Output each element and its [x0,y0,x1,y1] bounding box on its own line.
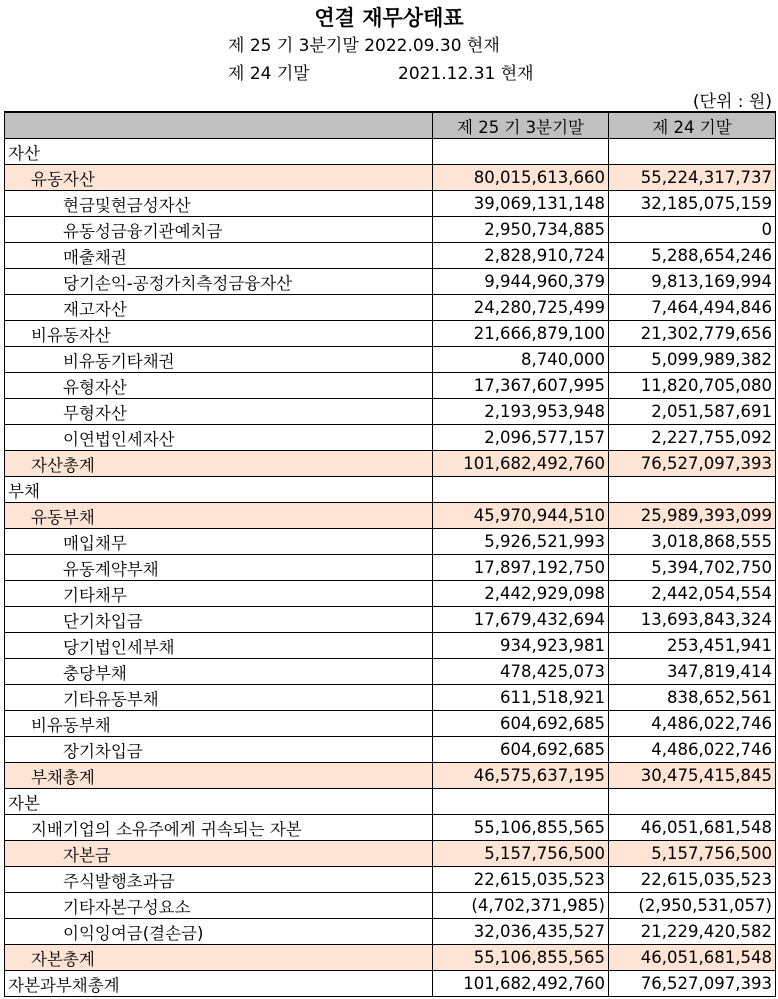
current-period-value: (4,702,371,985) [433,893,609,919]
table-row [5,711,776,737]
current-period-value [433,789,609,815]
table-row [5,555,776,581]
prior-period-value: 0 [609,217,776,243]
statement-title: 연결 재무상태표 [314,6,464,30]
prior-period-value: 2,227,755,092 [609,425,776,451]
table-row [5,633,776,659]
table-row [5,685,776,711]
current-period-value: 46,575,637,195 [433,763,609,789]
current-period [228,31,500,56]
prior-period-value: 11,820,705,080 [609,373,776,399]
period2-date: 2021.12.31 현재 [398,64,534,84]
row-label: 장기차입금 [5,737,433,763]
current-period-value: 80,015,613,660 [433,165,609,191]
prior-period-value: 347,819,414 [609,659,776,685]
row-label: 당기손익-공정가치측정금융자산 [5,269,433,295]
balance-sheet-table [4,111,776,997]
row-label: 유동계약부채 [5,555,433,581]
table-row [5,503,776,529]
prior-period-value [609,139,776,165]
current-period-value: 478,425,073 [433,659,609,685]
row-label: 비유동자산 [5,321,433,347]
row-label: 부채총계 [5,763,433,789]
prior-period-value: 4,486,022,746 [609,711,776,737]
current-period-value: 45,970,944,510 [433,503,609,529]
table-row [5,243,776,269]
prior-period-value: 4,486,022,746 [609,737,776,763]
prior-period-value [609,789,776,815]
prior-period-value: 5,394,702,750 [609,555,776,581]
period1-date: 2022.09.30 현재 [364,36,500,56]
prior-period-value: 5,099,989,382 [609,347,776,373]
current-period-value: 22,615,035,523 [433,867,609,893]
current-period-value [433,477,609,503]
prior-period-value: 3,018,868,555 [609,529,776,555]
row-label: 충당부채 [5,659,433,685]
current-period-value: 17,897,192,750 [433,555,609,581]
header-row [5,112,776,139]
prior-period-value: 46,051,681,548 [609,815,776,841]
prior-period-value: 55,224,317,737 [609,165,776,191]
prior-period-value: 21,229,420,582 [609,919,776,945]
prior-period-value: 13,693,843,324 [609,607,776,633]
period1-label: 제 25 기 3분기말 [228,36,359,56]
current-period-value: 5,157,756,500 [433,841,609,867]
table-row [5,191,776,217]
table-row [5,139,776,165]
current-period-value: 2,442,929,098 [433,581,609,607]
row-label: 유동부채 [5,503,433,529]
row-label: 매입채무 [5,529,433,555]
row-label: 당기법인세부채 [5,633,433,659]
prior-period-value: 46,051,681,548 [609,945,776,971]
table-row [5,347,776,373]
prior-period-value: 25,989,393,099 [609,503,776,529]
row-label: 비유동부채 [5,711,433,737]
current-period-value: 934,923,981 [433,633,609,659]
current-period-value [433,139,609,165]
table-row [5,425,776,451]
current-period-value: 8,740,000 [433,347,609,373]
current-period-value: 5,926,521,993 [433,529,609,555]
row-label: 주식발행초과금 [5,867,433,893]
current-period-value: 2,828,910,724 [433,243,609,269]
prior-period-value: (2,950,531,057) [609,893,776,919]
row-label: 유동자산 [5,165,433,191]
prior-period-value: 2,051,587,691 [609,399,776,425]
row-label: 이익잉여금(결손금) [5,919,433,945]
prior-period-value: 76,527,097,393 [609,451,776,477]
row-label: 자본 [5,789,433,815]
current-period-value: 2,193,953,948 [433,399,609,425]
row-label: 부채 [5,477,433,503]
current-period-value: 17,367,607,995 [433,373,609,399]
table-row [5,841,776,867]
prior-period-value: 838,652,561 [609,685,776,711]
header-item [5,112,433,139]
row-label: 매출채권 [5,243,433,269]
prior-period-value [609,477,776,503]
row-label: 기타채무 [5,581,433,607]
table-row [5,373,776,399]
prior-period-value: 5,157,756,500 [609,841,776,867]
row-label: 자본총계 [5,945,433,971]
table-row [5,217,776,243]
row-label: 기타유동부채 [5,685,433,711]
header-prior-period: 제 24 기말 [609,112,776,139]
current-period-value: 611,518,921 [433,685,609,711]
table-row [5,477,776,503]
current-period-value: 39,069,131,148 [433,191,609,217]
row-label: 지배기업의 소유주에게 귀속되는 자본 [5,815,433,841]
row-label: 기타자본구성요소 [5,893,433,919]
current-period-value: 9,944,960,379 [433,269,609,295]
table-row [5,295,776,321]
table-row [5,867,776,893]
current-period-value: 604,692,685 [433,711,609,737]
table-row [5,529,776,555]
prior-period-value: 5,288,654,246 [609,243,776,269]
current-period-value: 604,692,685 [433,737,609,763]
table-row [5,763,776,789]
row-label: 무형자산 [5,399,433,425]
table-row [5,269,776,295]
header-current-period: 제 25 기 3분기말 [433,112,609,139]
current-period-value: 32,036,435,527 [433,919,609,945]
row-label: 자본과부채총계 [5,971,433,997]
current-period-value: 21,666,879,100 [433,321,609,347]
row-label: 자산 [5,139,433,165]
table-row [5,165,776,191]
row-label: 자본금 [5,841,433,867]
table-row [5,607,776,633]
row-label: 이연법인세자산 [5,425,433,451]
current-period-value: 55,106,855,565 [433,945,609,971]
current-period-value: 55,106,855,565 [433,815,609,841]
row-label: 단기차입금 [5,607,433,633]
prior-period-value: 2,442,054,554 [609,581,776,607]
current-period-value: 2,096,577,157 [433,425,609,451]
prior-period-value: 21,302,779,656 [609,321,776,347]
prior-period-value: 9,813,169,994 [609,269,776,295]
table-row [5,581,776,607]
prior-period-value: 76,527,097,393 [609,971,776,997]
unit-label: (단위 : 원) [692,92,772,112]
table-row [5,451,776,477]
prior-period-value: 253,451,941 [609,633,776,659]
current-period-value: 101,682,492,760 [433,971,609,997]
table-row [5,893,776,919]
table-body [5,139,776,997]
prior-period-value: 30,475,415,845 [609,763,776,789]
row-label: 유동성금융기관예치금 [5,217,433,243]
table-row [5,399,776,425]
prior-period [228,59,534,84]
current-period-value: 2,950,734,885 [433,217,609,243]
row-label: 비유동기타채권 [5,347,433,373]
table-row [5,659,776,685]
current-period-value: 24,280,725,499 [433,295,609,321]
table-row [5,945,776,971]
table-row [5,321,776,347]
table-row [5,789,776,815]
current-period-value: 101,682,492,760 [433,451,609,477]
table-row [5,919,776,945]
prior-period-value: 22,615,035,523 [609,867,776,893]
table-row [5,815,776,841]
row-label: 자산총계 [5,451,433,477]
row-label: 재고자산 [5,295,433,321]
row-label: 현금및현금성자산 [5,191,433,217]
table-row [5,737,776,763]
table-row [5,971,776,997]
prior-period-value: 7,464,494,846 [609,295,776,321]
current-period-value: 17,679,432,694 [433,607,609,633]
prior-period-value: 32,185,075,159 [609,191,776,217]
period2-label: 제 24 기말 [228,64,310,84]
row-label: 유형자산 [5,373,433,399]
